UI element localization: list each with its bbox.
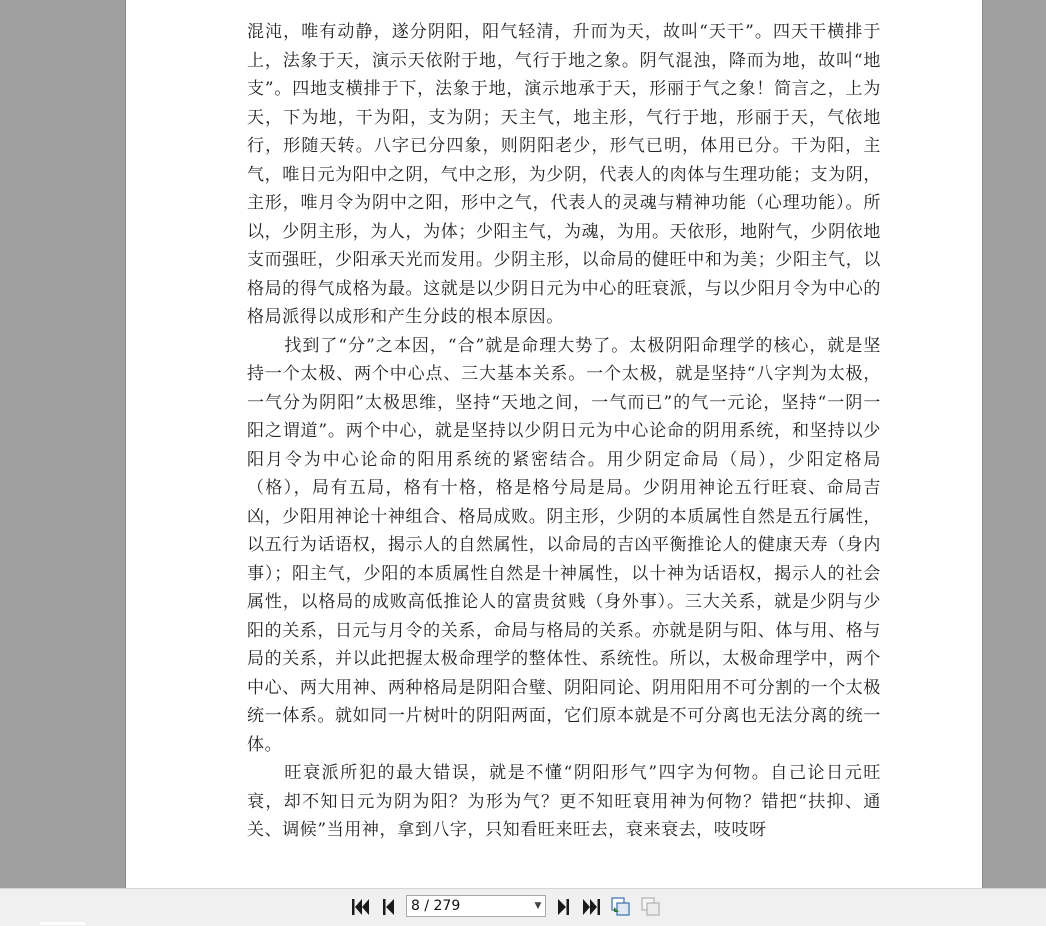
page-number-select[interactable] xyxy=(406,895,546,917)
page-indicator: 8 / 279 xyxy=(411,898,461,914)
dual-page-button[interactable] xyxy=(640,897,662,917)
fit-page-button[interactable] xyxy=(610,897,632,917)
last-page-button[interactable] xyxy=(580,897,602,917)
previous-page-icon xyxy=(378,897,400,917)
first-page-button[interactable] xyxy=(350,897,372,917)
fit-page-icon xyxy=(610,897,632,917)
next-page-icon xyxy=(552,897,574,917)
first-page-icon xyxy=(350,897,372,917)
last-page-icon xyxy=(580,897,602,917)
next-page-button[interactable] xyxy=(552,897,574,917)
page-text xyxy=(247,18,881,845)
previous-page-button[interactable] xyxy=(378,897,400,917)
paragraph: 旺衰派所犯的最大错误，就是不懂“阴阳形气”四字为何物。自己论日元旺衰，却不知日元为阴为阳？为形为气？更不知旺衰用神为何物？错把“扶抑、通关、调候”当用神，拿到八字，只知看旺来旺去，衰来衰去，吱吱呀 xyxy=(247,763,881,840)
paragraph: 找到了“分”之本因，“合”就是命理大势了。太极阴阳命理学的核心，就是坚持一个太极、两个中心点、三大基本关系。一个太极，就是坚持“八字判为太极，一气分为阴阳”太极思维，坚持“天地之间，一气而已”的气一元论，坚持“一阴一阳之谓道”。两个中心，就是坚持以少阴日元为中心论命的阴用系统，和坚持以少阳月令为中心论命的阳用系统的紧密结合。用少阴定命局（局），少阳定格局（格），局有五局，格有十格，格是格兮局是局。少阴用神论五行旺衰、命局吉凶，少阳用神论十神组合、格局成败。阴主形，少阴的本质属性自然是五行属性，以五行为话语权，揭示人的自然属性，以命局的吉凶平衡推论人的健康天寿（身内事）；阳主气，少阳的本质属性自然是十神属性，以十神为话语权，揭示人的社会属性，以格局的成败高低推论人的富贵贫贱（身外事）。三大关系，就是少阴与少阳的关系，日元与月令的关系，命局与格局的关系。亦就是阴与阳、体与用、格与局的关系，并以此把握太极命理学的整体性、系统性。所以，太极命理学中，两个中心、两大用神、两种格局是阴阳合璧、阴阳同论、阴用阳用不可分割的一个太极统一体系。就如同一片树叶的阴阳两面，它们原本就是不可分离也无法分离的统一体。 xyxy=(247,335,881,755)
dual-page-icon xyxy=(640,897,662,917)
paragraph: 混沌，唯有动静，遂分阴阳，阳气轻清，升而为天，故叫“天干”。四天干横排于上，法象于天，演示天依附于地，气行于地之象。阴气混浊，降而为地，故叫“地支”。四地支横排于下，法象于地，演示地承于天，形丽于气之象！简言之，上为天，下为地，干为阳，支为阴；天主气，地主形，气行于地，形丽于天，气依地行，形随天转。八字已分四象，则阴阳老少，形气已明，体用已分。干为阳，主气，唯日元为阳中之阴，气中之形，为少阴，代表人的肉体与生理功能；支为阴，主形，唯月令为阴中之阳，形中之气，代表人的灵魂与精神功能（心理功能）。所以，少阴主形，为人，为体；少阳主气，为魂，为用。天依形，地附气，少阴依地支而强旺，少阳承天光而发用。少阴主形，以命局的健旺中和为美；少阳主气，以格局的得气成格为最。这就是以少阴日元为中心的旺衰派，与以少阳月令为中心的格局派得以成形和产生分歧的根本原因。 xyxy=(247,22,881,327)
navigation-toolbar xyxy=(0,888,1046,926)
chevron-down-icon: ▼ xyxy=(534,901,542,911)
document-page xyxy=(125,0,983,888)
